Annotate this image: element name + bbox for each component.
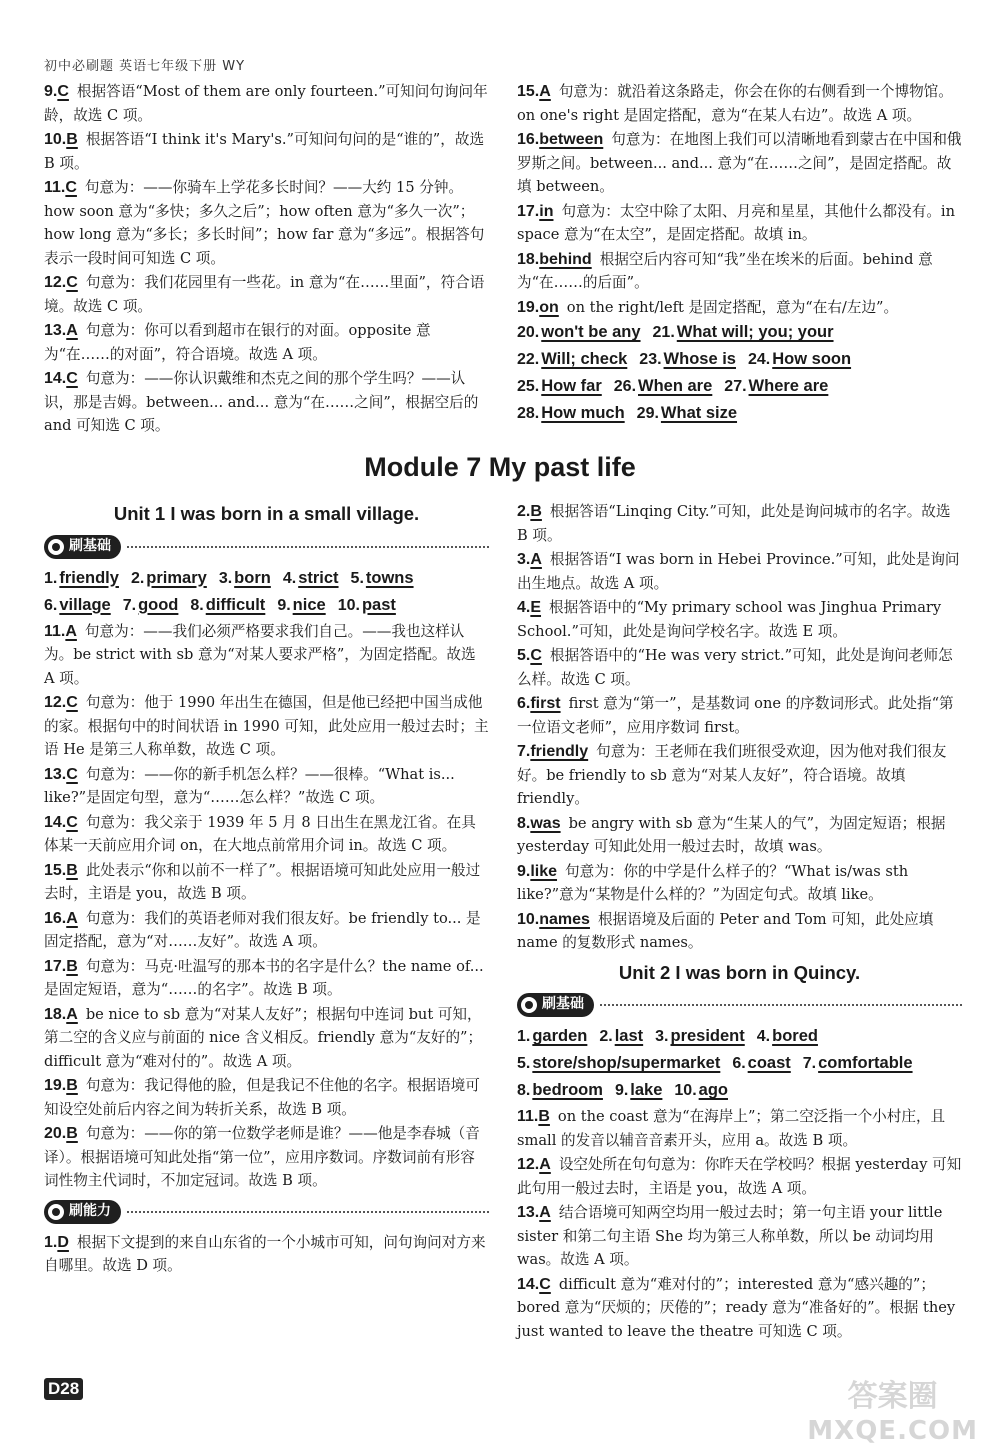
item-answer: B — [66, 861, 78, 879]
item-explanation: 根据下文提到的来自山东省的一个小城市可知，问句询问对方来自哪里。故选 D 项。 — [44, 1233, 486, 1274]
item-explanation: 结合语境可知两空均用一般过去时；第一句主语 your little sister 和第二句主语 She 均为第三人称单数，所以 be 动词均用 was。故选 A 项。 — [517, 1204, 943, 1268]
item-number: 19. — [517, 298, 540, 316]
item-answer: bored — [772, 1027, 818, 1045]
item-number: 26. — [613, 378, 637, 395]
answer-item — [517, 1153, 962, 1200]
item-number: 4. — [517, 599, 531, 616]
item-answer: E — [530, 599, 542, 616]
answer-item — [517, 692, 962, 739]
answer-item — [517, 908, 962, 955]
item-answer: names — [539, 910, 590, 928]
item-answer: between — [539, 131, 604, 148]
item-answer: towns — [365, 568, 414, 587]
item-number: 1. — [44, 569, 58, 587]
answer-item — [44, 367, 489, 438]
answer-item — [44, 811, 489, 858]
item-number: 10. — [44, 131, 67, 148]
item-number: 12. — [44, 274, 67, 291]
answer-row — [517, 1051, 962, 1076]
item-number: 17. — [517, 202, 540, 220]
item-number: 14. — [44, 370, 67, 387]
item-number: 8. — [517, 1082, 531, 1099]
item-explanation: 句意为：在地图上我们可以清晰地看到蒙古在中国和俄罗斯之间。between... and... 意为“在……之间”，是固定搭配。故填 between。 — [517, 131, 962, 195]
item-answer: What size — [660, 404, 738, 422]
item-explanation: 根据答语中的“My primary school was Jinghua Primary School.”可知，此处是询问学校名字。故选 E 项。 — [517, 599, 942, 640]
running-header: 初中必刷题 英语七年级下册 WY — [44, 59, 246, 74]
item-explanation: 句意为：——你骑车上学花多长时间？——大约 15 分钟。how soon 意为“多快；多久之后”；how often 意为“多久一次”；how long 意为“多长；多长时间”；how far 意为“多远”。根据答句表示一段时间可知选 C 项。 — [44, 179, 485, 267]
item-answer: born — [234, 568, 271, 587]
brush-icon — [521, 997, 537, 1013]
item-number: 16. — [44, 909, 67, 927]
item-explanation: 句意为：我记得他的脸，但是我记不住他的名字。根据语境可知设空处前后内容之间为转折关系，故选 B 项。 — [44, 1077, 480, 1118]
item-number: 12. — [44, 694, 67, 711]
item-number: 3. — [517, 551, 531, 568]
answer-item — [44, 271, 489, 318]
answer-row — [517, 374, 962, 399]
item-answer: A — [530, 551, 542, 568]
item-number: 6. — [44, 596, 58, 614]
item-answer: behind — [539, 250, 592, 268]
answer-item — [517, 128, 962, 199]
answer-item — [517, 1273, 962, 1344]
watermark-logo: 答案圈 MXQE.COM — [807, 1379, 978, 1446]
item-answer: How soon — [772, 350, 852, 368]
item-answer: friendly — [530, 743, 589, 760]
answer-item — [44, 763, 489, 810]
answer-item — [44, 1231, 489, 1278]
item-explanation: 句意为：我们的英语老师对我们很友好。be friendly to... 是固定搭配，意为“对……友好”。故选 A 项。 — [44, 909, 481, 950]
answer-item — [517, 80, 962, 127]
brush-icon — [48, 1204, 64, 1220]
item-number: 10. — [337, 596, 360, 614]
item-number: 7. — [802, 1055, 817, 1072]
item-answer: B — [66, 1125, 78, 1142]
item-number: 14. — [44, 813, 67, 831]
item-answer: A — [539, 83, 551, 100]
item-answer: Whose is — [663, 350, 736, 368]
item-answer: A — [66, 909, 78, 927]
item-number: 11. — [517, 1108, 539, 1125]
item-explanation: 句意为：——你认识戴维和杰克之间的那个学生吗？——认识，那是吉姆。between... and... 意为“在……之间”，根据空后的 and 可知选 C 项。 — [44, 370, 479, 434]
item-answer: C — [539, 1275, 551, 1293]
item-answer: C — [65, 179, 77, 196]
item-number: 19. — [44, 1077, 67, 1094]
item-answer: store/shop/supermarket — [532, 1054, 721, 1072]
item-explanation: difficult 意为“难对付的”；interested 意为“感兴趣的”；bored 意为“厌烦的；厌倦的”；ready 意为“准备好的”。根据 they just wanted to leave the theatre 可知选 C 项。 — [517, 1275, 956, 1340]
item-answer: A — [539, 1204, 551, 1221]
item-answer: B — [66, 957, 78, 975]
item-number: 2. — [599, 1028, 613, 1045]
item-answer: How far — [541, 377, 602, 395]
item-number: 5. — [517, 647, 531, 664]
answer-item — [44, 955, 489, 1002]
item-answer: A — [65, 622, 77, 640]
answer-item — [44, 1003, 489, 1074]
item-explanation: 句意为：我父亲于 1939 年 5 月 8 日出生在黑龙江省。在具体某一天前应用介词 on，在大地点前常用介词 in。故选 C 项。 — [44, 813, 476, 854]
item-answer: A — [539, 1156, 551, 1173]
item-explanation: 此处表示“你和以前不一样了”。根据语境可知此处应用一般过去时，主语是 you，故选 B 项。 — [44, 861, 481, 902]
item-answer: coast — [747, 1054, 791, 1072]
item-answer: in — [539, 202, 554, 220]
item-answer: president — [670, 1027, 745, 1045]
item-answer: was — [530, 814, 561, 832]
answer-row — [517, 401, 962, 426]
item-answer: C — [66, 813, 78, 831]
item-explanation: 句意为：马克·吐温写的那本书的名字是什么？the name of... 是固定短语，意为“……的名字”。故选 B 项。 — [44, 957, 484, 998]
item-answer: primary — [146, 568, 207, 587]
item-explanation: 句意为：我们花园里有一些花。in 意为“在……里面”，符合语境。故选 C 项。 — [44, 274, 485, 315]
item-number: 4. — [282, 569, 297, 587]
item-number: 24. — [747, 351, 771, 368]
item-explanation: 句意为：他于 1990 年出生在德国，但是他已经把中国当成他的家。根据句中的时间状语 in 1990 可知，此处应用一般过去时；主语 He 是第三人称单数，故选 C 项。 — [44, 694, 489, 758]
item-number: 7. — [122, 596, 137, 614]
answer-row — [44, 593, 489, 618]
item-answer: C — [66, 370, 78, 387]
item-number: 18. — [517, 250, 540, 268]
module-title: Module 7 My past life — [364, 452, 636, 482]
item-number: 10. — [674, 1082, 697, 1099]
item-explanation: be nice to sb 意为“对某人友好”；根据句中连词 but 可知，第二空的含义应与前面的 nice 含义相反。friendly 意为“友好的”；difficult 意为“难对付的”。故选 A 项。 — [44, 1005, 483, 1070]
answer-row — [517, 1078, 962, 1103]
item-number: 5. — [517, 1055, 531, 1072]
item-explanation: 句意为：你的中学是什么样子的？“What is/was sth like?”意为“某物是什么样的？”为固定句式。故填 like。 — [517, 862, 909, 903]
item-number: 18. — [44, 1005, 67, 1023]
item-answer: friendly — [59, 568, 119, 587]
item-answer: first — [530, 695, 561, 712]
item-number: 13. — [517, 1204, 540, 1221]
answer-item — [517, 644, 962, 691]
item-explanation: be angry with sb 意为“生某人的气”，为固定短语；根据 yesterday 可知此处用一般过去时，故填 was。 — [517, 814, 946, 855]
item-number: 13. — [44, 765, 67, 783]
item-answer: A — [66, 1005, 78, 1023]
item-number: 1. — [44, 1233, 58, 1251]
item-number: 3. — [218, 569, 233, 587]
item-number: 9. — [277, 596, 291, 614]
item-explanation: 句意为：你可以看到超市在银行的对面。opposite 意为“在……的对面”，符合语境。故选 A 项。 — [44, 322, 431, 363]
item-number: 23. — [639, 351, 662, 368]
item-answer: C — [66, 765, 78, 783]
answer-row — [517, 320, 962, 345]
badge-basic: 刷基础 — [517, 993, 594, 1017]
answer-item — [517, 1105, 962, 1152]
item-answer: C — [66, 274, 78, 291]
answer-item — [517, 248, 962, 295]
item-answer: Where are — [748, 377, 829, 395]
item-number: 5. — [350, 569, 364, 587]
brush-icon — [48, 539, 64, 555]
item-answer: B — [538, 1108, 550, 1125]
item-explanation: 根据答语“Linqing City.”可知，此处是询问城市的名字。故选 B 项。 — [517, 503, 951, 544]
answer-item — [517, 1201, 962, 1272]
answer-item — [44, 1122, 489, 1193]
item-explanation: on the coast 意为“在海岸上”；第二空泛指一个小村庄，且 small 的发音以辅音音素开头，应用 a。故选 B 项。 — [517, 1108, 946, 1149]
item-answer: like — [530, 862, 558, 880]
item-explanation: 句意为：太空中除了太阳、月亮和星星，其他什么都没有。in space 意为“在太空”，是固定搭配。故填 in。 — [517, 202, 955, 243]
item-number: 3. — [655, 1028, 669, 1045]
item-number: 2. — [130, 569, 145, 587]
item-explanation: 根据空后内容可知“我”坐在埃米的后面。behind 意为“在……的后面”。 — [517, 250, 933, 291]
badge-ability: 刷能力 — [44, 1200, 121, 1224]
item-answer: past — [361, 595, 396, 614]
item-number: 29. — [636, 405, 659, 422]
item-explanation: 句意为：王老师在我们班很受欢迎，因为他对我们很友好。be friendly to sb 意为“对某人友好”，符合语境。故填 friendly。 — [517, 743, 947, 807]
item-answer: won't be any — [541, 323, 641, 341]
top-left-column — [44, 80, 489, 439]
item-answer: C — [57, 83, 69, 100]
item-number: 20. — [44, 1125, 67, 1142]
item-answer: good — [138, 595, 179, 614]
item-number: 21. — [652, 324, 675, 341]
item-answer: When are — [638, 377, 713, 395]
item-explanation: 句意为：——你的新手机怎么样？——很棒。“What is... like?”是固定句型，意为“……怎么样？”故选 C 项。 — [44, 765, 455, 806]
item-number: 12. — [517, 1156, 540, 1173]
item-answer: D — [57, 1233, 69, 1251]
item-answer: C — [530, 647, 542, 664]
answer-item — [44, 859, 489, 906]
item-answer: How much — [541, 404, 625, 422]
answer-item — [517, 200, 962, 247]
item-number: 25. — [517, 378, 540, 395]
item-explanation: on the right/left 是固定搭配，意为“在右/左边”。 — [566, 298, 899, 316]
right-column — [517, 500, 962, 1344]
item-answer: B — [66, 131, 78, 148]
answer-row — [517, 1024, 962, 1049]
item-number: 4. — [756, 1028, 771, 1045]
item-number: 22. — [517, 351, 540, 368]
unit1-title: Unit 1 I was born in a small village. — [113, 503, 420, 524]
unit1-column — [44, 500, 489, 1279]
answer-row — [517, 347, 962, 372]
item-explanation: 根据答语中的“He was very strict.”可知，此处是询问老师怎么样。故选 C 项。 — [517, 647, 953, 688]
item-number: 6. — [517, 695, 531, 712]
answer-item — [517, 860, 962, 907]
item-explanation: 根据答语“Most of them are only fourteen.”可知问句询问年龄，故选 C 项。 — [44, 83, 488, 124]
item-answer: village — [59, 595, 111, 614]
item-explanation: first 意为“第一”，是基数词 one 的序数词形式。此处指“第一位语文老师”，应用序数词 first。 — [517, 695, 954, 736]
answer-item — [44, 319, 489, 366]
item-answer: comfortable — [818, 1054, 913, 1072]
answer-item — [44, 907, 489, 954]
item-number: 11. — [44, 179, 66, 196]
answer-item — [44, 176, 489, 270]
page-number: D28 — [44, 1378, 83, 1400]
unit2-title: Unit 2 I was born in Quincy. — [618, 961, 861, 983]
item-answer: nice — [292, 595, 326, 614]
section-ability — [44, 1199, 489, 1225]
item-number: 8. — [517, 814, 531, 832]
answer-item — [517, 740, 962, 811]
item-number: 2. — [517, 503, 531, 520]
answer-item — [517, 296, 962, 320]
dotted-divider — [600, 1004, 962, 1006]
item-number: 27. — [724, 378, 747, 395]
item-number: 28. — [517, 405, 540, 422]
section-basic — [44, 534, 489, 560]
item-answer: on — [539, 298, 559, 316]
item-number: 15. — [44, 861, 67, 879]
item-number: 8. — [190, 596, 204, 614]
item-number: 6. — [732, 1055, 746, 1072]
item-answer: last — [614, 1027, 644, 1045]
answer-item — [44, 128, 489, 175]
item-number: 13. — [44, 322, 67, 339]
answer-item — [517, 812, 962, 859]
item-explanation: 句意为：——你的第一位数学老师是谁？——他是李春城（音译）。根据语境可知此处指“第一位”，应用序数词。序数词前有形容词性物主代词时，不加定冠词。故选 B 项。 — [44, 1125, 480, 1189]
item-number: 17. — [44, 957, 67, 975]
answer-item — [44, 80, 489, 127]
item-number: 11. — [44, 622, 66, 640]
item-number: 7. — [517, 743, 531, 760]
item-explanation: 根据答语“I was born in Hebei Province.”可知，此处是询问出生地点。故选 A 项。 — [517, 551, 960, 592]
item-number: 9. — [517, 862, 531, 880]
item-explanation: 根据答语“I think it's Mary's.”可知问句问的是“谁的”，故选 B 项。 — [44, 131, 485, 172]
top-right-column — [517, 80, 962, 428]
answer-item — [517, 596, 962, 643]
item-number: 9. — [614, 1082, 629, 1099]
dotted-divider — [127, 546, 489, 548]
item-answer: difficult — [205, 595, 266, 614]
answer-item — [517, 548, 962, 595]
item-number: 10. — [517, 910, 540, 928]
item-answer: Will; check — [541, 350, 628, 368]
section-basic-unit2 — [517, 992, 962, 1018]
answer-row — [44, 566, 489, 591]
item-number: 20. — [517, 324, 540, 341]
badge-basic: 刷基础 — [44, 535, 121, 559]
dotted-divider — [127, 1211, 489, 1213]
item-answer: strict — [298, 568, 339, 587]
item-answer: C — [66, 694, 78, 711]
item-number: 9. — [44, 83, 58, 100]
item-answer: bedroom — [532, 1081, 603, 1099]
item-answer: ago — [698, 1081, 728, 1099]
item-answer: B — [530, 503, 542, 520]
answer-item — [44, 691, 489, 762]
item-explanation: 句意为：——我们必须严格要求我们自己。——我也这样认为。be strict with sb 意为“对某人要求严格”，为固定搭配。故选 A 项。 — [44, 622, 476, 687]
answer-item — [44, 620, 489, 691]
item-answer: garden — [532, 1027, 588, 1045]
item-number: 1. — [517, 1028, 531, 1045]
answer-item — [517, 500, 962, 547]
item-explanation: 根据语境及后面的 Peter and Tom 可知，此处应填 name 的复数形式 names。 — [517, 910, 934, 951]
item-explanation: 句意为：就沿着这条路走，你会在你的右侧看到一个博物馆。on one's right 是固定搭配，意为“在某人右边”。故选 A 项。 — [517, 83, 953, 124]
item-number: 14. — [517, 1275, 540, 1293]
item-answer: B — [66, 1077, 78, 1094]
item-answer: What will; you; your — [676, 323, 834, 341]
item-number: 15. — [517, 83, 540, 100]
answer-item — [44, 1074, 489, 1121]
item-answer: A — [66, 322, 78, 339]
item-explanation: 设空处所在句句意为：你昨天在学校吗？根据 yesterday 可知此句用一般过去时，主语是 you，故选 A 项。 — [517, 1156, 962, 1197]
item-answer: lake — [630, 1081, 663, 1099]
item-number: 16. — [517, 131, 540, 148]
